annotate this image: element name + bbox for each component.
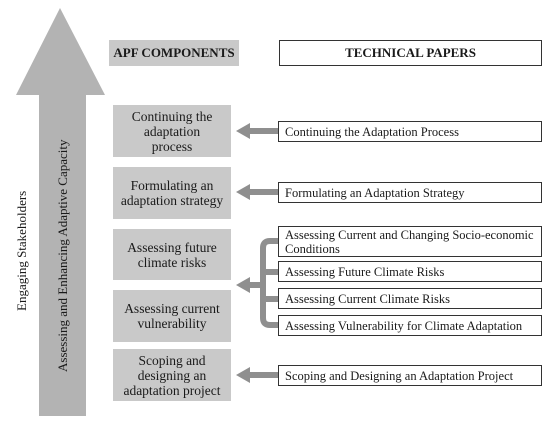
connector-arrow-scoping [236,367,278,383]
component-continuing [113,105,231,157]
paper-continuing: Continuing the Adaptation Process [278,121,542,142]
paper-vulnerability: Assessing Vulnerability for Climate Adaptation [278,315,542,336]
component-formulating-label: Formulating an adaptation strategy [120,178,224,208]
connector-arrow-formulating [236,184,278,200]
paper-formulating: Formulating an Adaptation Strategy [278,182,542,203]
apf-components-header: APF COMPONENTS [109,40,239,66]
technical-papers-header: TECHNICAL PAPERS [279,40,542,66]
adaptive-capacity-label: Assessing and Enhancing Adaptive Capacity [55,139,70,372]
component-scoping [113,349,231,401]
component-future-risks [113,229,231,280]
connector-arrow-continuing [236,123,278,139]
component-current-vulnerability [113,290,231,342]
assessment-bracket [236,241,278,325]
component-future-risks-label: Assessing future climate risks [127,239,217,270]
engaging-stakeholders-label: Engaging Stakeholders [14,190,29,311]
component-scoping-label: Scoping and designing an adaptation project [123,352,221,398]
component-formulating [113,167,231,219]
component-continuing-label: Continuing the adaptation process [131,108,213,154]
paper-socio-economic: Assessing Current and Changing Socio-economic Conditions [278,226,542,257]
paper-current-climate-risks: Assessing Current Climate Risks [278,288,542,309]
paper-future-climate-risks: Assessing Future Climate Risks [278,261,542,282]
paper-scoping: Scoping and Designing an Adaptation Project [278,365,542,386]
component-current-vulnerability-label: Assessing current vulnerability [124,301,220,331]
